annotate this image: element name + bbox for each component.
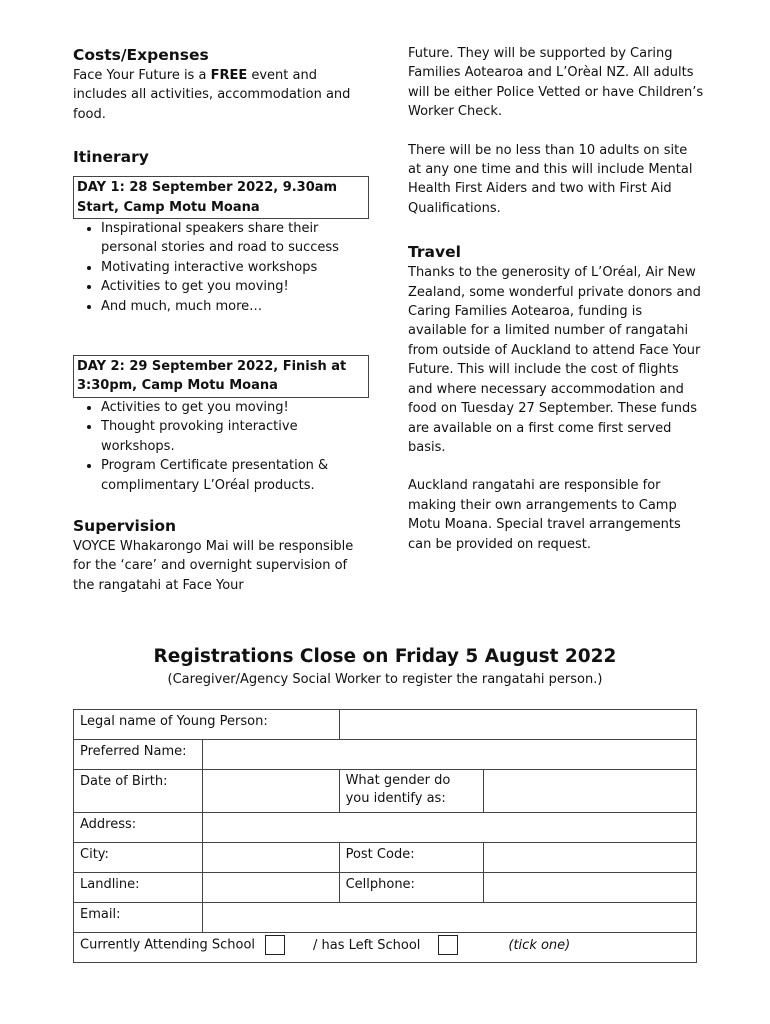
left-column <box>73 44 369 595</box>
address-field[interactable] <box>202 813 696 843</box>
post-code-label: Post Code: <box>339 843 484 873</box>
preferred-name-label: Preferred Name: <box>74 740 203 770</box>
supervision-text: VOYCE Whakarongo Mai will be responsible for the ‘care’ and overnight supervision of the rangatahi at Face Your <box>73 538 354 593</box>
dob-label: Date of Birth: <box>74 770 203 813</box>
auckland-text: Auckland rangatahi are responsible for making their own arrangements to Camp Motu Moana. Special travel arrangements can be provided on request. <box>408 478 681 552</box>
supervision-heading: Supervision <box>73 516 177 535</box>
address-label: Address: <box>74 813 203 843</box>
tick-one-note: (tick one) <box>508 937 571 953</box>
costs-text-end: event and includes all activities, accommodation and food. <box>73 68 351 122</box>
list-item: • And much, much more… <box>101 297 369 316</box>
adults-text: There will be no less than 10 adults on site at any one time and this will include Mental Health First Aiders and two with First Aid Qualifications. <box>408 142 693 216</box>
day2-list <box>73 398 369 495</box>
registration-form <box>73 709 697 963</box>
legal-name-label: Legal name of Young Person: <box>74 710 340 740</box>
travel-text: Thanks to the generosity of L’Oréal, Air New Zealand, some wonderful private donors and Caring Families Aotearoa, funding is available for a limited number of rangatahi from outside of Auckland to attend Face Your Future. This will include the cost of flights and where necessary accommodation and food on Tuesday 27 September. These funds are available on a first come first served basis. <box>408 265 701 455</box>
left-school-label: / has Left School <box>313 937 421 953</box>
right-column <box>408 44 704 554</box>
city-field[interactable] <box>202 843 339 873</box>
gender-field[interactable] <box>484 770 697 813</box>
dob-field[interactable] <box>202 770 339 813</box>
cellphone-label: Cellphone: <box>339 873 484 903</box>
school-status-row <box>74 933 697 963</box>
email-field[interactable] <box>202 903 696 933</box>
left-school-checkbox[interactable] <box>438 935 458 955</box>
travel-heading: Travel <box>408 243 461 262</box>
list-item: • Inspirational speakers share their personal stories and road to success <box>101 219 369 258</box>
preferred-name-field[interactable] <box>202 740 696 770</box>
itinerary-heading: Itinerary <box>73 148 149 167</box>
landline-field[interactable] <box>202 873 339 903</box>
registration-subtitle: (Caregiver/Agency Social Worker to register the rangatahi person.) <box>167 672 603 687</box>
supervision-continued: Future. They will be supported by Caring Families Aotearoa and L’Orèal NZ. All adults will be either Police Vetted or have Children’s Worker Check. <box>408 46 704 120</box>
day2-title: DAY 2: 29 September 2022, Finish at 3:30pm, Camp Motu Moana <box>73 355 369 398</box>
day1-list <box>73 219 369 316</box>
attending-school-label: Currently Attending School <box>80 937 256 953</box>
email-label: Email: <box>74 903 203 933</box>
costs-text-start: Face Your Future is a <box>73 68 211 83</box>
costs-text <box>73 66 369 124</box>
cellphone-field[interactable] <box>484 873 697 903</box>
list-item: • Activities to get you moving! <box>101 398 369 417</box>
gender-label: What gender do you identify as: <box>339 770 484 813</box>
list-item: • Motivating interactive workshops <box>101 258 369 277</box>
registration-header <box>0 643 770 689</box>
day1-title: DAY 1: 28 September 2022, 9.30am Start, Camp Motu Moana <box>73 176 369 219</box>
legal-name-field[interactable] <box>339 710 696 740</box>
costs-heading: Costs/Expenses <box>73 46 209 64</box>
attending-school-checkbox[interactable] <box>265 935 285 955</box>
city-label: City: <box>74 843 203 873</box>
post-code-field[interactable] <box>484 843 697 873</box>
list-item: • Thought provoking interactive workshops. <box>101 417 369 456</box>
registration-title: Registrations Close on Friday 5 August 2022 <box>153 646 617 667</box>
list-item: • Activities to get you moving! <box>101 277 369 296</box>
costs-free: FREE <box>210 68 248 83</box>
landline-label: Landline: <box>74 873 203 903</box>
list-item: • Program Certificate presentation & complimentary L’Oréal products. <box>101 456 369 495</box>
